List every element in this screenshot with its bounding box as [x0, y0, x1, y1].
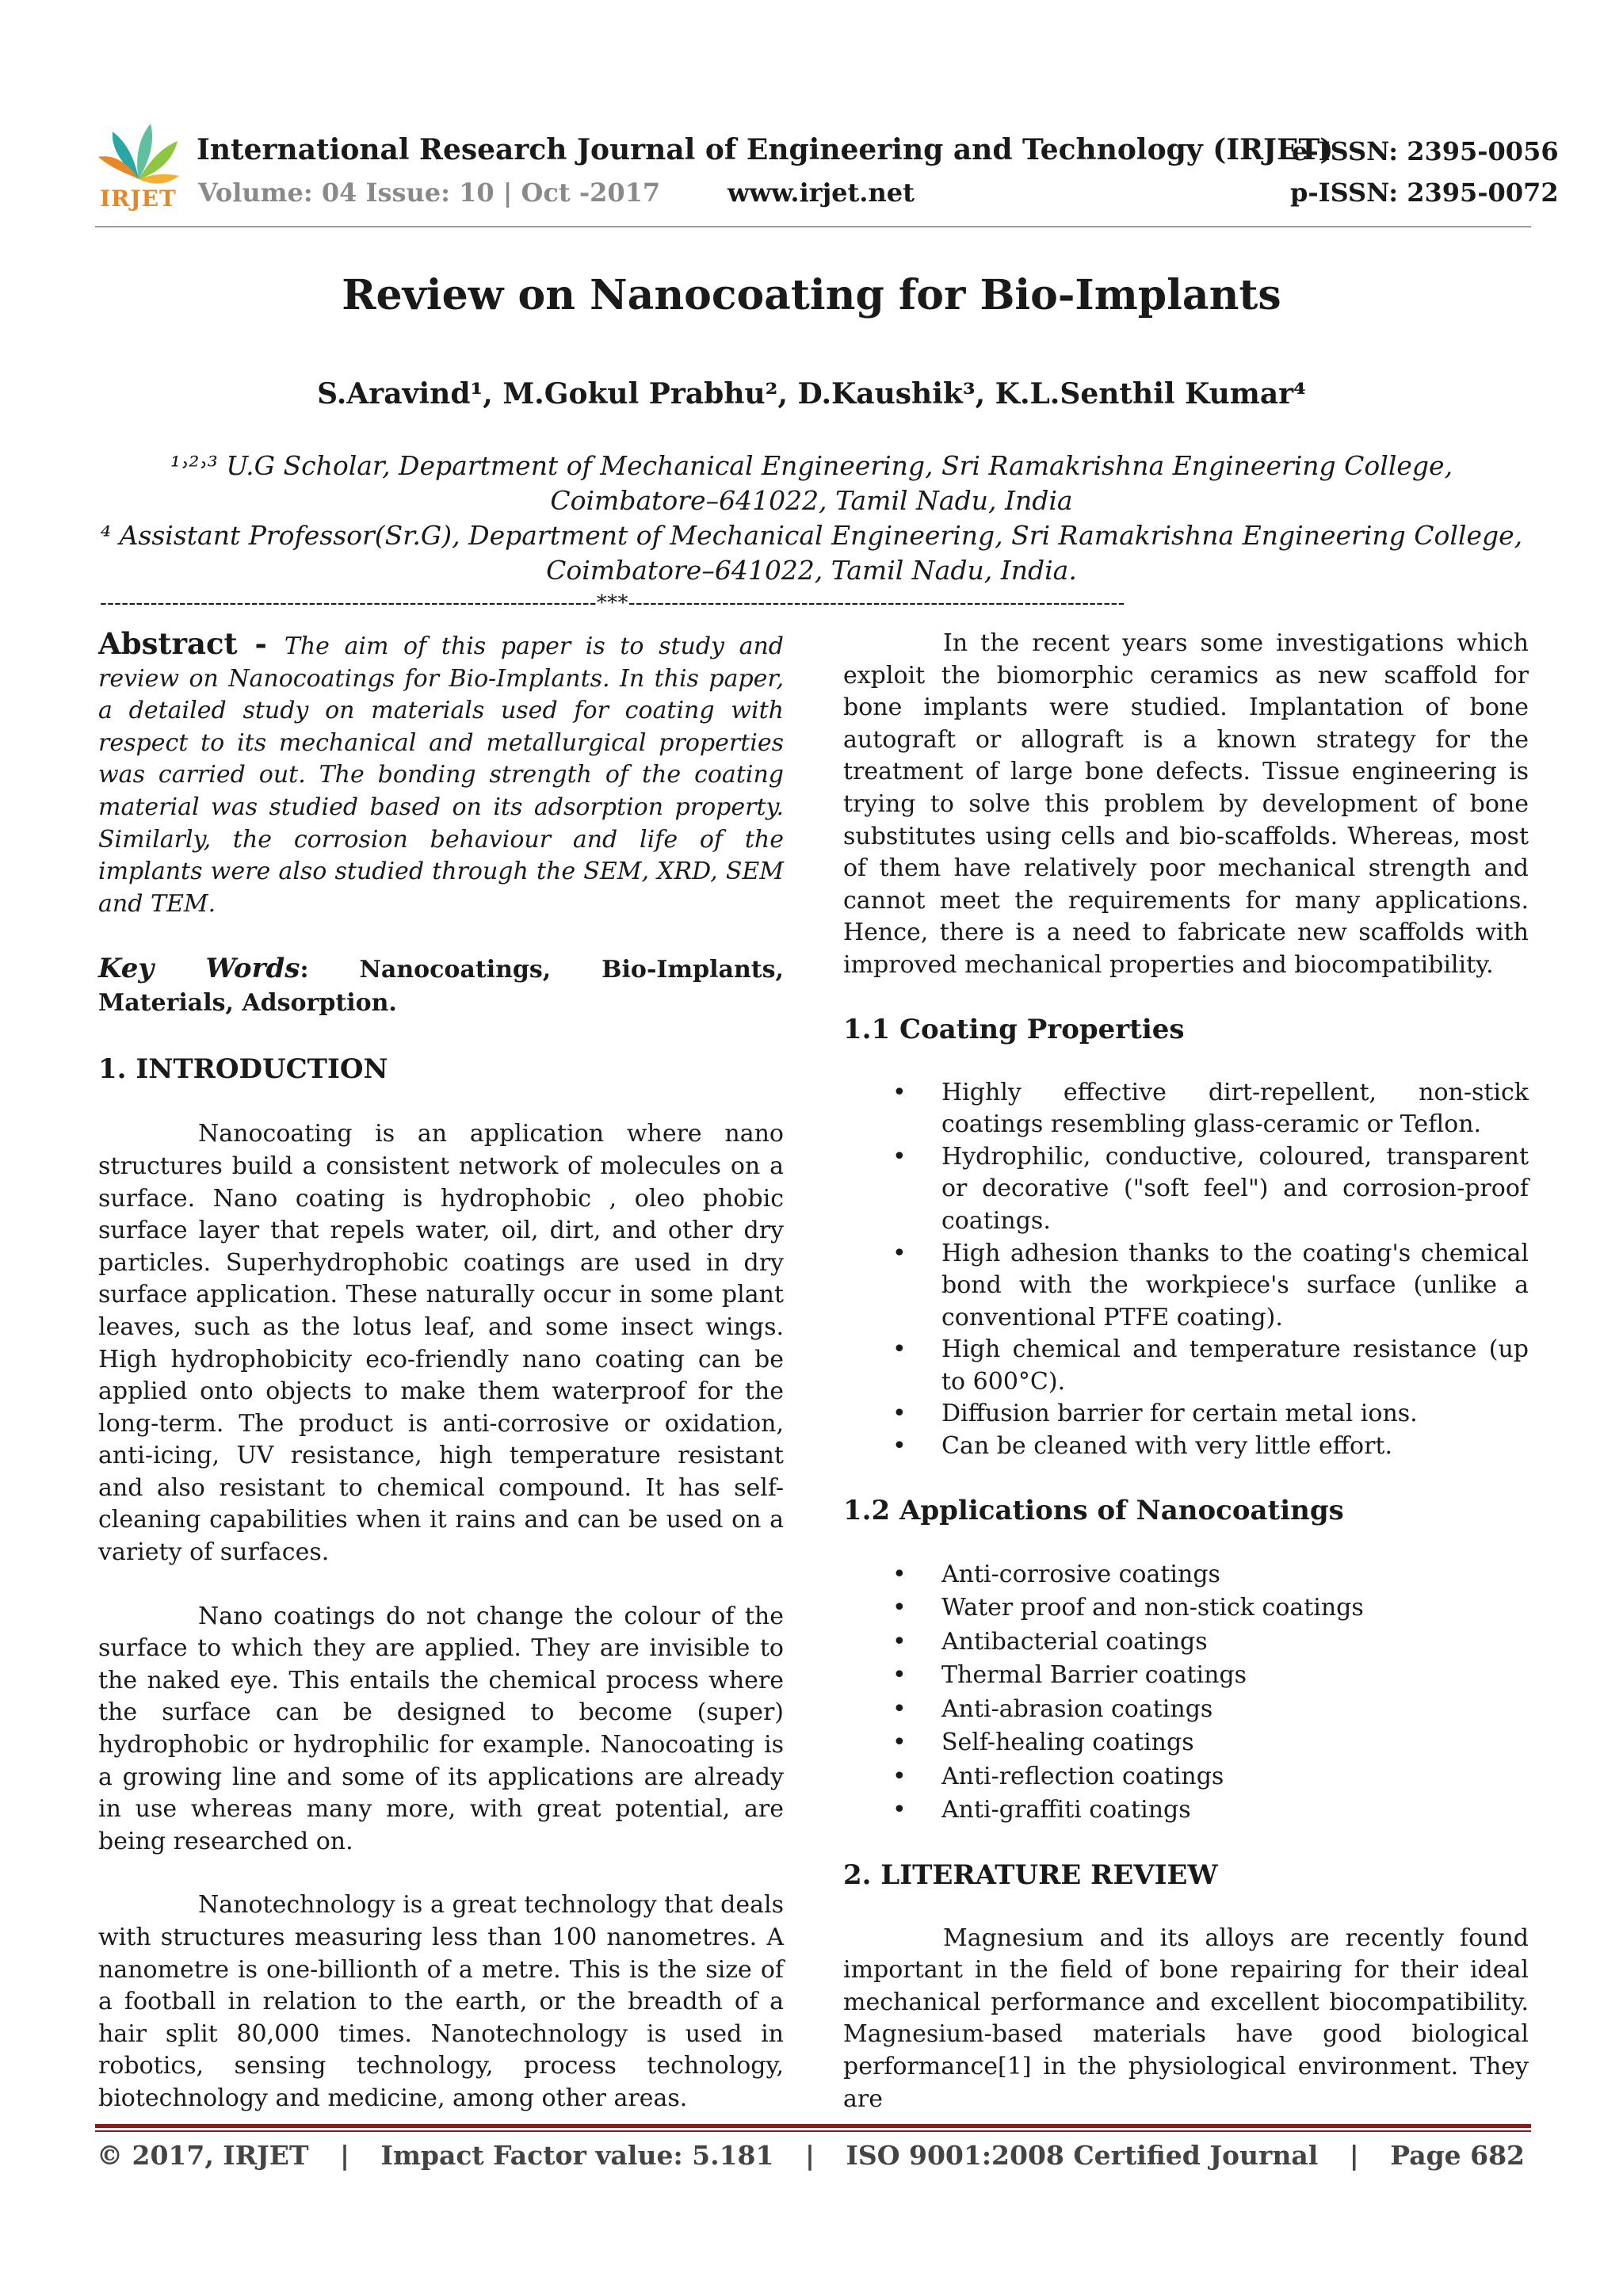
list-item: • Hydrophilic, conductive, coloured, transparent or decorative ("soft feel") and corrosion-proof coatings. [892, 1142, 1529, 1235]
coating-properties-heading: 1.1 Coating Properties [843, 1013, 1185, 1045]
coating-properties-list [843, 1077, 1529, 1463]
literature-review-heading: 2. LITERATURE REVIEW [843, 1859, 1218, 1891]
left-column [98, 628, 784, 2115]
affiliation-line-1: ¹˒²˒³ U.G Scholar, Department of Mechanical Engineering, Sri Ramakrishna Engineering College, [170, 450, 1453, 481]
bullet-icon: • [892, 1762, 907, 1790]
list-item: • Diffusion barrier for certain metal ions. [843, 1398, 1529, 1431]
footer-iso: ISO 9001:2008 Certified Journal [846, 2140, 1319, 2171]
list-item: • Highly effective dirt-repellent, non-stick coatings resembling glass-ceramic or Teflon. [892, 1078, 1529, 1139]
list-item: • Anti-reflection coatings [843, 1760, 1529, 1794]
footer-impact-factor: Impact Factor value: 5.181 [380, 2140, 774, 2171]
bullet-icon: • [892, 1694, 907, 1723]
journal-website-link[interactable]: www.irjet.net [727, 178, 915, 208]
intro-paragraph-4: In the recent years some investigations which exploit the biomorphic ceramics as new scaffold for bone implants were studied. Implantation of bone autograft or allograft is a known strategy for the treatment of large bone defects. Tissue engineering is trying to solve this problem by development of bone substitutes using cells and bio-scaffolds. Whereas, most of them have relatively poor mechanical strength and cannot meet the requirements for many applications. Hence, there is a need to fabricate new scaffolds with improved mechanical properties and biocompatibility. [843, 629, 1529, 979]
pissn: p-ISSN: 2395-0072 [1290, 178, 1559, 208]
list-item: • Anti-corrosive coatings [843, 1558, 1529, 1592]
eissn: e-ISSN: 2395-0056 [1292, 136, 1559, 166]
affiliation-line-3: ⁴ Assistant Professor(Sr.G), Department of Mechanical Engineering, Sri Ramakrishna Engineering College, [100, 520, 1523, 551]
list-item: • Can be cleaned with very little effort. [843, 1431, 1529, 1463]
keywords-heading: Key Words [98, 953, 300, 985]
irjet-logo [95, 117, 182, 212]
keywords-colon: : [300, 956, 360, 984]
footer-copyright: © 2017, IRJET [97, 2140, 309, 2171]
right-column [843, 628, 1529, 2115]
affiliation-line-4: Coimbatore–641022, Tamil Nadu, India. [546, 555, 1077, 586]
intro-paragraph-1: Nanocoating is an application where nano structures build a consistent network of molecules on a surface. Nano coating is hydrophobic , oleo phobic surface layer that repels water, oil, dirt, and other dry particles. Superhydrophobic coatings are used in dry surface application. These naturally occur in some plant leaves, such as the lotus leaf, and some insect wings. High hydrophobicity eco-friendly nano coating can be applied onto objects to make them waterproof for the long-term. The product is anti-corrosive or oxidation, anti-icing, UV resistance, high temperature resistant and also resistant to chemical compound. It has self-cleaning capabilities when it rains and can be used on a variety of surfaces. [98, 1120, 784, 1567]
bullet-icon: • [892, 1432, 907, 1461]
bullet-icon: • [892, 1400, 907, 1428]
intro-paragraph-2: Nano coatings do not change the colour of the surface to which they are applied. They are invisible to the naked eye. This entails the chemical process where the surface can be designed to become (super) hydrophobic or hydrophilic for example. Nanocoating is a growing line and some of its applications are already in use whereas many more, with great potential, are being researched on. [98, 1602, 784, 1855]
footer-page-number: Page 682 [1390, 2140, 1526, 2171]
bullet-icon: • [892, 1335, 907, 1364]
paper-title: Review on Nanocoating for Bio-Implants [342, 271, 1281, 319]
intro-paragraph-3: Nanotechnology is a great technology that deals with structures measuring less than 100 nanometres. A nanometre is one-billionth of a metre. This is the size of a football in relation to the earth, or the breadth of a hair split 80,000 times. Nanotechnology is used in robotics, sensing technology, process technology, biotechnology and medicine, among other areas. [98, 1891, 784, 2112]
literature-paragraph-1: Magnesium and its alloys are recently found important in the field of bone repairing for their ideal mechanical performance and excellent biocompatibility. Magnesium-based materials have good biological performance[1] in the physiological environment. They are [843, 1924, 1529, 2113]
footer-separator: | [804, 2140, 815, 2171]
list-item: • Thermal Barrier coatings [843, 1659, 1529, 1693]
logo-text: IRJET [100, 185, 177, 212]
list-item: • Anti-graffiti coatings [843, 1794, 1529, 1828]
list-item: • High chemical and temperature resistance (up to 600°C). [892, 1335, 1529, 1396]
list-item: • Self-healing coatings [843, 1726, 1529, 1760]
footer-divider-thick [95, 2124, 1531, 2128]
footer-separator: | [340, 2140, 350, 2171]
bullet-icon: • [892, 1560, 907, 1588]
journal-title: International Research Journal of Engineering and Technology (IRJET) [197, 133, 1334, 166]
abstract-text: The aim of this paper is to study and review on Nanocoatings for Bio-Implants. In this paper, a detailed study on materials used for coating with respect to its mechanical and metallurgical properties was carried out. The bonding strength of the coating material was studied based on its adsorption property. Similarly, the corrosion behaviour and life of the implants were also studied through the SEM, XRD, SEM and TEM. [98, 632, 784, 918]
footer [97, 2140, 1525, 2171]
footer-divider-thin [95, 2130, 1531, 2132]
bullet-icon: • [892, 1661, 907, 1690]
footer-separator: | [1349, 2140, 1359, 2171]
bullet-icon: • [892, 1078, 907, 1106]
applications-list [843, 1558, 1529, 1828]
keywords [98, 952, 784, 1020]
affiliation-line-2: Coimbatore–641022, Tamil Nadu, India [550, 485, 1073, 516]
list-item: • Water proof and non-stick coatings [843, 1591, 1529, 1626]
list-item: • Antibacterial coatings [843, 1626, 1529, 1660]
introduction-heading: 1. INTRODUCTION [98, 1053, 388, 1086]
list-item: • High adhesion thanks to the coating's chemical bond with the workpiece's surface (unlike a conventional PTFE coating). [892, 1239, 1529, 1331]
keywords-text: Nanocoatings, Bio-Implants, Materials, Adsorption. [98, 956, 784, 1018]
abstract-heading: Abstract - [98, 626, 285, 661]
list-item: • Anti-abrasion coatings [843, 1693, 1529, 1727]
bullet-icon: • [892, 1796, 907, 1824]
volume-issue: Volume: 04 Issue: 10 | Oct -2017 [198, 178, 661, 208]
bullet-icon: • [892, 1142, 907, 1171]
bullet-icon: • [892, 1594, 907, 1622]
authors: S.Aravind¹, M.Gokul Prabhu², D.Kaushik³, K.L.Senthil Kumar⁴ [317, 377, 1306, 411]
abstract [98, 628, 784, 920]
applications-heading: 1.2 Applications of Nanocoatings [843, 1494, 1344, 1526]
bullet-icon: • [892, 1239, 907, 1267]
header-divider [95, 226, 1531, 227]
section-separator: ---------------------------------------------------------------------***--------------------------------------------------------------------- [100, 591, 1125, 615]
bullet-icon: • [892, 1729, 907, 1757]
bullet-icon: • [892, 1627, 907, 1656]
